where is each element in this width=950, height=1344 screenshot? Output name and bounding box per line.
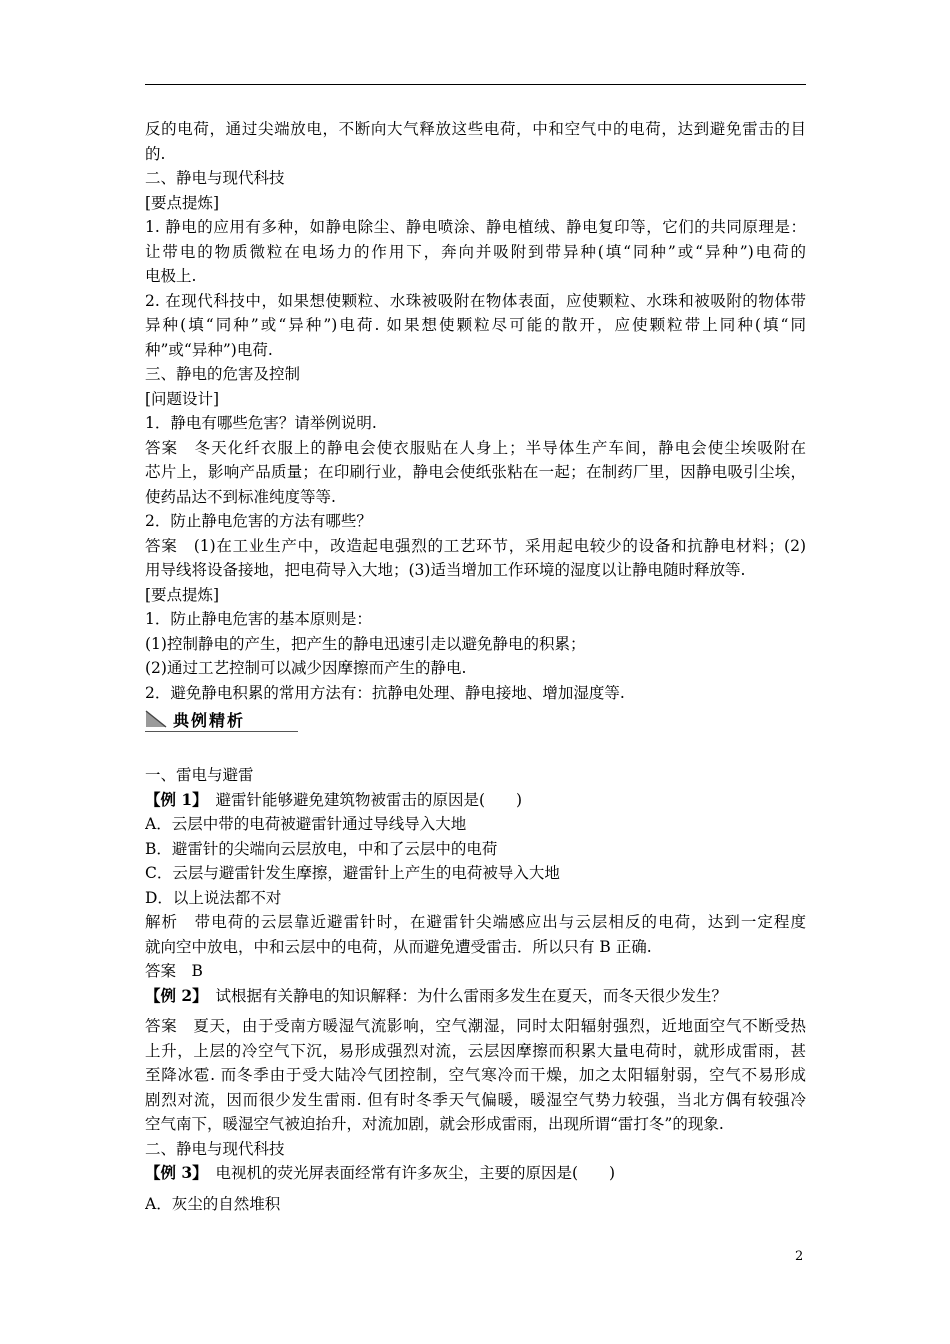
section-underline — [145, 731, 298, 733]
subheading: [问题设计] — [145, 389, 220, 408]
text-line: 种”或“异种”)电荷. — [145, 340, 273, 359]
question-line: 1．静电有哪些危害？请举例说明. — [145, 414, 377, 432]
section-heading: 三、静电的危害及控制 — [145, 365, 301, 383]
text-line: (2)通过工艺控制可以减少因摩擦而产生的静电. — [145, 659, 467, 677]
example-question — [145, 984, 806, 1009]
question-line: 2．防止静电危害的方法有哪些？ — [145, 512, 372, 530]
text-line: 1．防止静电危害的基本原则是： — [145, 610, 372, 628]
answer-line: 答案 B — [145, 962, 203, 980]
answer-line: 剧烈对流，因而很少发生雷雨. 但有时冬季天气偏暖，暖湿空气势力较强，当北方偶有较强冷 — [145, 1090, 806, 1109]
example-question — [145, 1161, 806, 1186]
answer-line: 答案 夏天，由于受南方暖湿气流影响，空气潮湿，同时太阳辐射强烈，近地面空气不断受热 — [145, 1017, 806, 1035]
option-line: B．避雷针的尖端向云层放电，中和了云层中的电荷 — [145, 839, 498, 858]
answer-line: 答案 (1)在工业生产中，改造起电强烈的工艺环节，采用起电较少的设备和抗静电材料；(2) — [145, 536, 806, 555]
text-line: 反的电荷，通过尖端放电，不断向大气释放这些电荷，中和空气中的电荷，达到避免雷击的目 — [145, 120, 806, 138]
answer-line: 至降冰雹. 而冬季由于受大陆冷气团控制，空气寒冷而干燥，加之太阳辐射弱，空气不易形成 — [145, 1066, 806, 1084]
analysis-line: 就向空中放电，中和云层中的电荷，从而避免遭受雷击．所以只有 B 正确. — [145, 937, 652, 956]
section-heading: 二、静电与现代科技 — [145, 1139, 285, 1158]
answer-line: 空气南下，暖湿空气被迫抬升，对流加剧，就会形成雷雨，出现所谓“雷打冬”的现象. — [145, 1115, 724, 1133]
text-line: 异种(填“同种”或“异种”)电荷. 如果想使颗粒尽可能的散开，应使颗粒带上同种(填“同 — [145, 316, 806, 334]
answer-line: 使药品达不到标准纯度等等. — [145, 487, 336, 506]
header-rule — [145, 84, 806, 85]
subheading: [要点提炼] — [145, 193, 220, 212]
example-text: 电视机的荧光屏表面经常有许多灰尘，主要的原因是( ) — [199, 1164, 616, 1182]
page-number: 2 — [795, 1249, 804, 1264]
option-line: A．云层中带的电荷被避雷针通过导线导入大地 — [145, 815, 467, 833]
page-content — [145, 117, 806, 1216]
analysis-line: 解析 带电荷的云层靠近避雷针时，在避雷针尖端感应出与云层相反的电荷，达到一定程度 — [145, 913, 806, 931]
text-line: 2．避免静电积累的常用方法有：抗静电处理、静电接地、增加湿度等. — [145, 683, 625, 702]
example-tag: 【例 1】 — [145, 789, 200, 809]
section-heading: 二、静电与现代科技 — [145, 169, 285, 187]
answer-line: 答案 冬天化纤衣服上的静电会使衣服贴在人身上；半导体生产车间，静电会使尘埃吸附在 — [145, 438, 806, 457]
example-tag: 【例 3】 — [145, 1163, 200, 1182]
section-title: 典例精析 — [173, 710, 246, 730]
text-line: (1)控制静电的产生，把产生的静电迅速引走以避免静电的积累； — [145, 634, 586, 653]
text-line: 的. — [145, 144, 166, 163]
option-line: A．灰尘的自然堆积 — [145, 1194, 281, 1213]
text-line: 让带电的物质微粒在电场力的作用下，奔向并吸附到带异种(填“同种”或“异种”)电荷的 — [145, 242, 806, 261]
corner-triangle-icon — [145, 710, 167, 728]
answer-line: 芯片上，影响产品质量；在印刷行业，静电会使纸张粘在一起；在制药厂里，因静电吸引尘埃， — [145, 463, 806, 481]
subheading: [要点提炼] — [145, 585, 220, 604]
text-line: 电极上. — [145, 267, 197, 285]
text-line: 2. 在现代科技中，如果想使颗粒、水珠被吸附在物体表面，应使颗粒、水珠和被吸附的物体带 — [145, 291, 806, 310]
answer-line: 用导线将设备接地，把电荷导入大地；(3)适当增加工作环境的湿度以让静电随时释放等. — [145, 561, 746, 579]
section-heading: 一、雷电与避雷 — [145, 766, 254, 784]
option-line: C．云层与避雷针发生摩擦，避雷针上产生的电荷被导入大地 — [145, 864, 560, 882]
example-text: 避雷针能够避免建筑物被雷击的原因是( ) — [199, 790, 523, 809]
text-line: 1. 静电的应用有多种，如静电除尘、静电喷涂、静电植绒、静电复印等，它们的共同原理是： — [145, 218, 806, 236]
example-tag: 【例 2】 — [145, 985, 200, 1005]
example-question — [145, 788, 806, 813]
answer-line: 上升，上层的冷空气下沉，易形成强烈对流，云层因摩擦而积累大量电荷时，就形成雷雨，甚 — [145, 1041, 806, 1060]
example-text: 试根据有关静电的知识解释：为什么雷雨多发生在夏天，而冬天很少发生？ — [199, 986, 727, 1005]
option-line: D．以上说法都不对 — [145, 888, 282, 907]
section-banner — [145, 705, 806, 733]
